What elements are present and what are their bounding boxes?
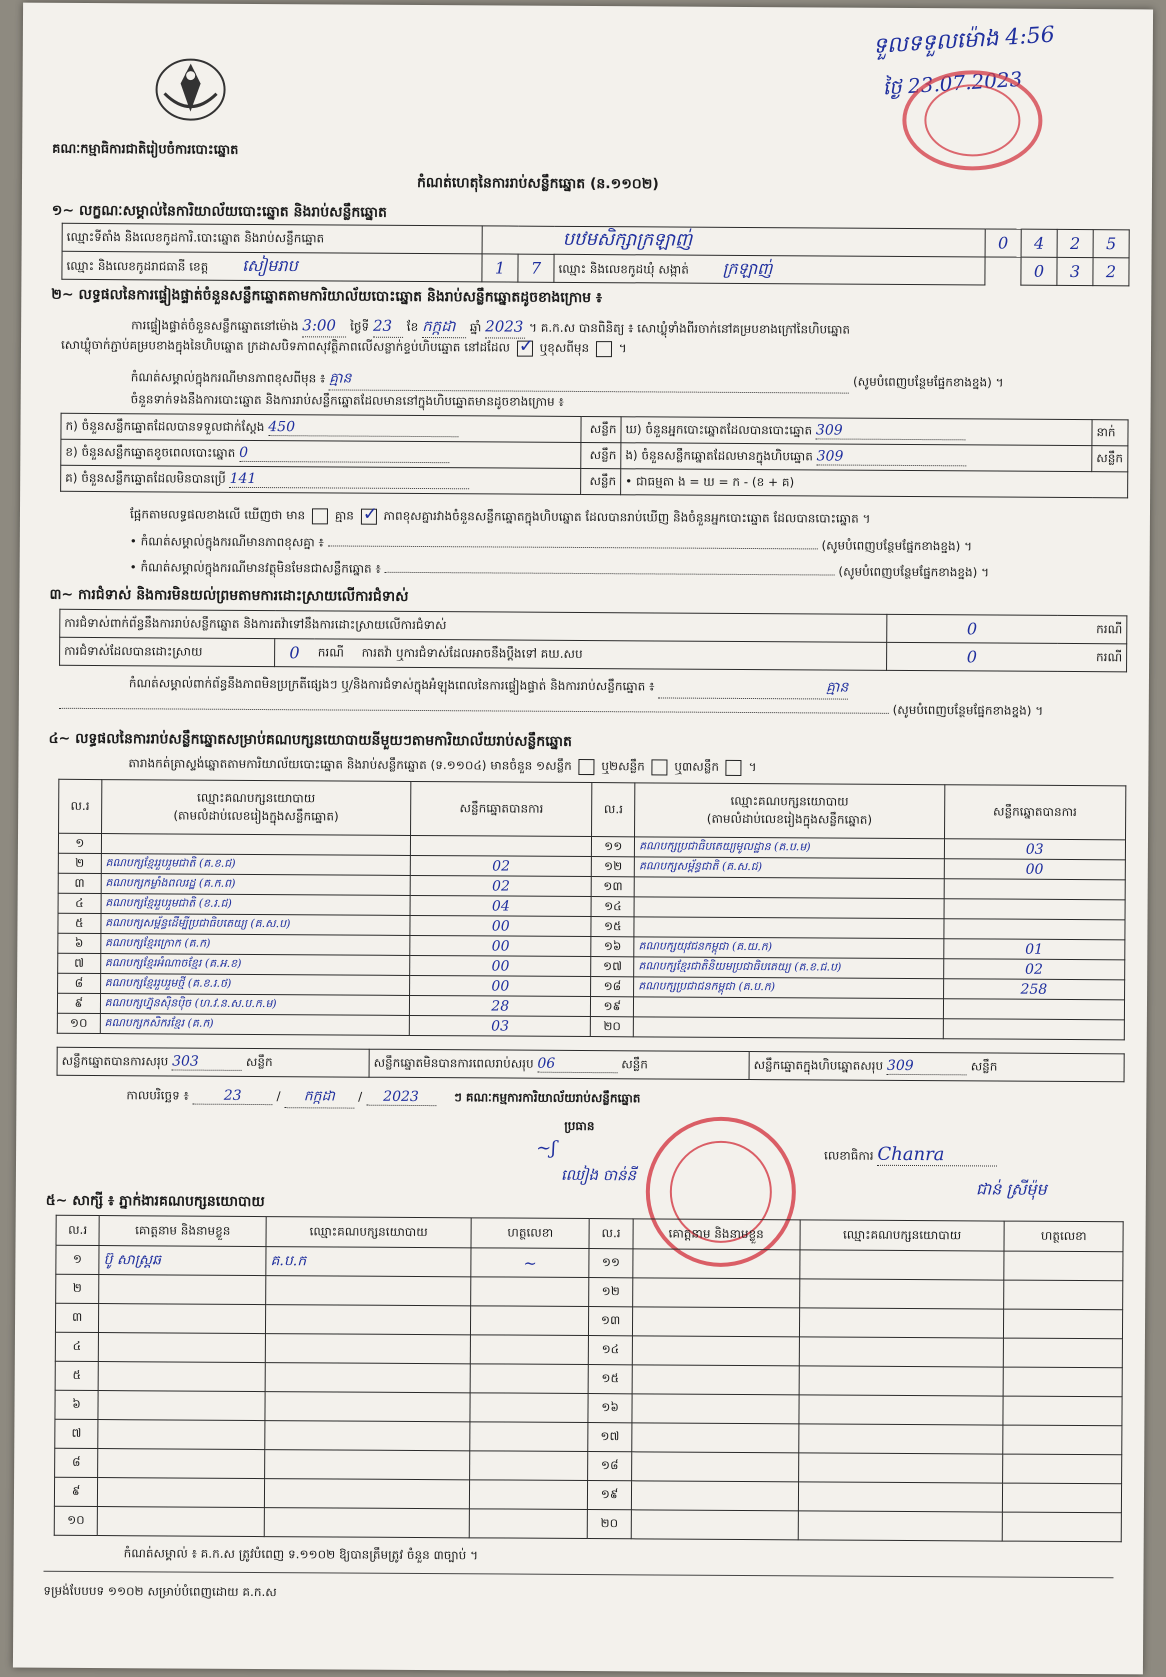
party-name — [634, 877, 944, 899]
witness-signature — [470, 1393, 589, 1423]
row-number: ៤ — [55, 1332, 98, 1361]
appeal-count: 0 — [887, 642, 1057, 671]
witness-signature — [1004, 1338, 1123, 1368]
total-invalid: 06 — [537, 1055, 617, 1072]
witness-signature — [1003, 1483, 1122, 1513]
commune-code-digit: 2 — [1093, 258, 1129, 286]
party-name — [634, 897, 944, 919]
party-name — [634, 997, 944, 1019]
party-name: គណបក្សយុវជនកម្ពុជា (គ.យ.ក) — [634, 937, 944, 959]
row-number: ១២ — [592, 857, 635, 877]
change-note-label: កំណត់សម្គាល់ក្នុងករណីមានភាពខុសពីមុន ៖ — [130, 370, 326, 386]
witness-signature — [1003, 1367, 1122, 1397]
verify-month: កក្កដា — [422, 315, 466, 338]
party-name: គណបក្សកម្លាំងពលរដ្ឋ (គ.ក.ព) — [101, 874, 411, 896]
objection-label: ការជំទាស់ពាក់ព័ន្ធនឹងការរាប់សន្លឹកឆ្នោត និងការតវ៉ាទៅនឹងការដោះស្រាយលើការជំទាស់ — [60, 609, 887, 642]
totals-table: សន្លឹកឆ្នោតបានការសរុប 303 សន្លឹក សន្លឹកឆ្នោតមិនបានការពេលរាប់សរុប 06 សន្លឹក សន្លឹកឆ្នោតក្នុងហិបឆ្នោតសរុប 309 សន្លឹក — [57, 1047, 1125, 1083]
witness-party — [799, 1366, 1004, 1396]
witness-signature — [1003, 1425, 1122, 1455]
row-number: ៩ — [54, 1477, 97, 1506]
witness-party — [266, 1276, 471, 1306]
commune-code-digit: 0 — [1021, 257, 1057, 285]
section3-heading: ៣~ ការជំទាស់ និងការមិនយល់ព្រមតាមការដោះស្រាយលើការជំទាស់ — [49, 586, 409, 605]
witness-signature — [470, 1451, 589, 1481]
ballots-in-box: 309 — [817, 448, 967, 466]
section5-heading: ៥~ សាក្សី ៖ ភ្នាក់ងារគណបក្សនយោបាយ — [45, 1192, 265, 1211]
witness-signature — [1003, 1512, 1122, 1542]
row-number: ១៤ — [591, 897, 634, 917]
row-number: ១៧ — [591, 957, 634, 977]
one-sheet-checkbox[interactable] — [579, 758, 595, 774]
row-number: ១៣ — [592, 877, 635, 897]
witness-name — [632, 1307, 799, 1337]
has-difference-checkbox[interactable] — [312, 508, 328, 524]
party-votes — [943, 919, 1125, 940]
authority-name: គណៈកម្មាធិការជាតិរៀបចំការបោះឆ្នោត — [52, 141, 239, 158]
witness-name — [97, 1507, 264, 1537]
province-code-digit: 7 — [518, 254, 554, 282]
row-number: ១៦ — [591, 937, 634, 957]
change-note-value: គ្មាន — [329, 368, 849, 393]
row-number: ១៦ — [588, 1394, 631, 1423]
witness-name — [98, 1391, 265, 1421]
party-votes: 01 — [943, 939, 1125, 960]
witness-name — [632, 1278, 799, 1308]
witness-signature — [470, 1422, 589, 1452]
secretary-line: លេខាធិការ Chanra — [824, 1143, 997, 1166]
party-name: គណបក្សប្រជាជនកម្ពុជា (គ.ប.ក) — [634, 977, 944, 999]
witness-party — [265, 1334, 470, 1364]
witness-party — [799, 1395, 1004, 1425]
section2-heading: ២~ លទ្ធផលនៃការផ្ទៀងផ្ទាត់ចំនួនសន្លឹកឆ្នោតតាមការិយាល័យបោះឆ្នោត និងរាប់សន្លឹកឆ្នោតដូចខាងក្រោម ៖ — [51, 286, 603, 307]
witness-party — [798, 1511, 1003, 1541]
witness-party — [265, 1421, 470, 1451]
row-number: ១៥ — [589, 1365, 632, 1394]
party-name: គណបក្សសម្ព័ន្ធដើម្បីប្រជាធិបតេយ្យ (គ.ស.ប) — [101, 914, 411, 936]
commune-label: ឈ្មោះ និងលេខកូដឃុំ សង្កាត់ — [558, 261, 689, 277]
bullet-difference: • កំណត់សម្គាល់ក្នុងករណីមានភាពខុសគ្នា ៖ (សូមបំពេញបន្ថែមផ្នែកខាងខ្នង) ។ — [129, 534, 973, 554]
witness-signature — [470, 1335, 589, 1365]
party-name: គណបក្សហ្វ៊ុនស៊ិនប៉ិច (ហ.វ.ន.ស.ប.ក.ម) — [100, 994, 410, 1016]
party-name: គណបក្សខ្មែររួបរួមថ្មី (គ.ខ.រ.ថ) — [100, 974, 410, 996]
objection-count: 0 — [887, 614, 1057, 643]
secretary-name: ជាន់ ស្រីម៉ុម — [975, 1179, 1047, 1199]
witness-name — [99, 1275, 266, 1305]
row-number: ៧ — [55, 1419, 98, 1448]
row-number: ៦ — [55, 1390, 98, 1419]
party-votes: 258 — [943, 979, 1125, 1000]
witness-name — [631, 1423, 798, 1453]
official-stamp-top — [902, 70, 1043, 171]
province-name: សៀមរាប — [242, 255, 298, 275]
party-votes: 28 — [410, 995, 591, 1016]
row-number: ១ — [56, 1245, 99, 1274]
form-label: ទម្រង់បែបបទ ១១០២ សម្រាប់បំពេញដោយ គ.ក.ស — [43, 1583, 277, 1600]
two-sheet-checkbox[interactable] — [652, 759, 668, 775]
party-votes — [943, 999, 1125, 1020]
section1-heading: ១~ លក្ខណៈសម្គាល់នៃការិយាល័យបោះឆ្នោត និងរាប់សន្លឹកឆ្នោត — [51, 202, 387, 221]
witness-party — [265, 1363, 470, 1393]
witness-party — [799, 1308, 1004, 1338]
section4-heading: ៤~ លទ្ធផលនៃការរាប់សន្លឹកឆ្នោតសម្រាប់គណបក្សនយោបាយនីមួយៗតាមការិយាល័យរាប់សន្លឹកឆ្នោត — [48, 730, 572, 750]
row-number: ២ — [58, 853, 101, 873]
witness-party — [266, 1305, 471, 1335]
witness-table: ល.រ គោត្តនាម និងនាមខ្លួន ឈ្មោះគណបក្សនយោបាយ ហត្ថលេខា ល.រ គោត្តនាម និងនាមខ្លួន ឈ្មោះគណបក្សនយោបាយ ហត្ថលេខា ១ ប៊ូ សាស្រ្តឆ គ.ប.ក ~ ១១ ២ ១២ ៣ ១៣ ៤ ១៤ ៥ ១៥ ៦ ១៦ ៧ ១៧ ៨ ១៨ ៩ ១៩ ១០ ២០ — [54, 1215, 1124, 1543]
party-name: គណបក្សខ្មែររួបរួមជាតិ (ខ.រ.ជ) — [101, 894, 411, 916]
party-name: គណបក្សខ្មែររួបរួមជាតិ (គ.ខ.ជ) — [101, 854, 411, 876]
row-number: ២០ — [591, 1017, 634, 1037]
party-votes — [943, 1019, 1125, 1040]
witness-party — [799, 1279, 1004, 1309]
witness-signature — [1004, 1309, 1123, 1339]
row-number: ៦ — [58, 933, 101, 953]
party-name: គណបក្សខ្មែរក្រោក (គ.ក) — [100, 934, 410, 956]
row-number: ៣ — [55, 1303, 98, 1332]
compare-intro: ចំនួនទាក់ទងនឹងការបោះឆ្នោត និងការរាប់សន្លឹកឆ្នោតដែលមាននៅក្នុងហិបឆ្នោតមានដូចខាងក្រោម ៖ — [130, 392, 564, 409]
party-votes: 02 — [410, 855, 591, 876]
party-votes: 03 — [944, 839, 1126, 860]
province-label: ឈ្មោះ និងលេខកូដរាជធានី ខេត្ត — [66, 258, 209, 274]
witness-name — [99, 1304, 266, 1334]
tally-sheet-line: តារាងកត់ត្រាស្ទង់ឆ្នោតតាមការិយាល័យបោះឆ្នោត និងរាប់សន្លឹកឆ្នោត (ទ.១១០៤) មានចំនួន ១សន្លឹក ឬ២សន្លឹក ឬ៣សន្លឹក ។ — [128, 756, 757, 775]
row-number: ៨ — [58, 973, 101, 993]
witness-signature — [1003, 1396, 1122, 1426]
office-name: បឋមសិក្សាក្រឡាញ់ — [482, 226, 985, 257]
total-valid: 303 — [172, 1053, 242, 1070]
witness-signature — [1003, 1454, 1122, 1484]
counts-row-1: ក) ចំនួនសន្លឹកឆ្នោតដែលបានទទួលជាក់ស្តែង 450 សន្លឹក ឃ) ចំនួនអ្នកបោះឆ្នោតដែលបានបោះឆ្នោត 309 នាក់ — [61, 413, 1128, 446]
secretary-signature: Chanra — [877, 1144, 997, 1167]
received-date: ថ្ងៃ 23.07.2023 — [881, 66, 1024, 100]
witness-party — [798, 1424, 1003, 1454]
section2-intro: ការផ្ទៀងផ្ទាត់ចំនួនសន្លឹកឆ្នោតនៅម៉ោង 3:00 ថ្ងៃទី 23 ខែ កក្កដា ឆ្នាំ 2023 ។ គ.ក.ស បានពិនិត្យ ៖ សោឃ្លុំទាំងពីរចាក់នៅគម្របខាងក្រៅនៃហិបឆ្នោត — [131, 313, 1131, 342]
row-number: ១៩ — [588, 1481, 631, 1510]
signing-date: កាលបរិច្ឆេទ ៖ 23 / កក្កដា / 2023 ៗ គណៈកម្មការការិយាល័យរាប់សន្លឹកឆ្នោត — [126, 1085, 640, 1110]
row-number: ៧ — [58, 953, 101, 973]
party-votes: 04 — [410, 895, 591, 916]
total-box: 309 — [887, 1057, 967, 1074]
party-votes: 03 — [409, 1015, 590, 1036]
section2-intro-line2: សោឃ្លុំចាក់ភ្ជាប់គម្របខាងក្នុងនៃហិបឆ្នោត ក្រដាសបិទភាពសុវត្ថិភាពលើសន្លាក់ខ្ទប់ហិបឆ្នោត នៅដដែល ✓ ឬខុសពីមុន ។ — [60, 335, 627, 357]
witness-party — [265, 1479, 470, 1509]
witness-name — [98, 1362, 265, 1392]
difference-line: ផ្អែកតាមលទ្ធផលខាងលើ ឃើញថា មាន គ្មាន ✓ ភាពខុសគ្នារវាងចំនួនសន្លឹកឆ្នោតក្នុងហិបឆ្នោត ដែលបានរាប់ឃើញ និងចំនួនអ្នកបោះឆ្នោត ដែលបានបោះឆ្នោត ។ — [129, 503, 871, 526]
witness-party — [798, 1453, 1003, 1483]
document-title: កំណត់ហេតុនៃការរាប់សន្លឹកឆ្នោត (ន.១១០២) — [416, 174, 659, 193]
row-number: ១៨ — [591, 977, 634, 997]
party-name — [633, 1017, 943, 1039]
document-sheet: គណៈកម្មាធិការជាតិរៀបចំការបោះឆ្នោត ទួលទទួលម៉ោង 4:56 ថ្ងៃ 23.07.2023 កំណត់ហេតុនៃការរាប់សន្លឹកឆ្នោត (ន.១១០២) ១~ លក្ខណៈសម្គាល់នៃការិយាល័យបោះឆ្នោត និងរាប់សន្លឹកឆ្នោត ឈ្មោះទីតាំង និងលេខកូដការិ.បោះឆ្នោត និងរាប់សន្លឹកឆ្នោត បឋមសិក្សាក្រឡាញ់ 0 4 2 5 ឈ្មោះ និងលេខកូដរាជធានី ខេត្ត សៀមរាប 1 7 ឈ្មោះ និងលេខកូដឃុំ សង្កាត់ ក្រឡាញ់ 0 3 2 ២~ លទ្ធផលនៃការផ្ទៀងផ្ទាត់ចំនួនសន្លឹកឆ្នោតតាមការិយាល័យបោះឆ្នោត និងរាប់សន្លឹកឆ្នោតដូចខាងក្រោម ៖ ការផ្ទៀងផ្ទាត់ចំនួនសន្លឹកឆ្នោតនៅម៉ោង 3:00 ថ្ងៃទី 23 ខែ កក្កដា ឆ្នាំ 2023 ។ គ.ក.ស បានពិនិត្យ ៖ សោឃ្លុំទាំងពីរចាក់នៅគម្របខាងក្រៅនៃហិបឆ្នោត សោឃ្លុំចាក់ភ្ជាប់គម្របខាងក្នុងនៃហិបឆ្នោត ក្រដាសបិទភាពសុវត្ថិភាពលើសន្លាក់ខ្ទប់ហិបឆ្នោត នៅដដែល ✓ ឬខុសពីមុន ។ កំណត់សម្គាល់ក្នុងករណីមានភាពខុសពីមុន ៖ គ្មាន (សូមបំពេញបន្ថែមផ្នែកខាងខ្នង) ។ ចំនួនទាក់ទងនឹងការបោះឆ្នោត និងការរាប់សន្លឹកឆ្នោតដែលមាននៅក្នុងហិបឆ្នោតមានដូចខាងក្រោម ៖ ក) ចំនួនសន្លឹកឆ្នោតដែលបានទទួលជាក់ស្តែង 450 សន្លឹក ឃ) ចំនួនអ្នកបោះឆ្នោតដែលបានបោះឆ្នោត 309 នាក់ ខ) ចំនួនសន្លឹកឆ្នោតខូចពេលបោះឆ្នោត 0 សន្លឹក ង) ចំនួនសន្លឹកឆ្នោតដែលមានក្នុងហិបឆ្នោត 309 សន្លឹក គ) ចំនួនសន្លឹកឆ្នោតដែលមិនបានប្រើ 141 សន្លឹក • ជាធម្មតា ង = ឃ = ក - (ខ + គ) ផ្អែកតាមលទ្ធផលខាងលើ ឃើញថា មាន គ្មាន ✓ ភាពខុសគ្នារវាងចំនួនសន្លឹកឆ្នោតក្នុងហិបឆ្នោត ដែលបានរាប់ឃើញ និងចំនួនអ្នកបោះឆ្នោត ដែលបានបោះឆ្នោត ។ • កំណត់សម្គាល់ក្នុងករណីមានភាពខុសគ្នា ៖ (សូមបំពេញបន្ថែមផ្នែកខាងខ្នង) ។ • កំណត់សម្គាល់ក្នុងករណីមានវត្ថុមិនមែនជាសន្លឹកឆ្នោត ៖ (សូមបំពេញបន្ថែមផ្នែកខាងខ្នង) ។ ៣~ ការជំទាស់ និងការមិនយល់ព្រមតាមការដោះស្រាយលើការជំទាស់ ការជំទាស់ពាក់ព័ន្ធនឹងការរាប់សន្លឹកឆ្នោត និងការតវ៉ាទៅនឹងការដោះស្រាយលើការជំទាស់ 0 ករណី ការជំទាស់ដែលបានដោះស្រាយ 0 ករណី ការតវ៉ា ឬការជំទាស់ដែលអាចនឹងប្ដឹងទៅ គឃ.សប 0 ករណី កំណត់សម្គាល់ពាក់ព័ន្ធនឹងភាពមិនប្រក្រតីផ្សេងៗ ឬ/និងការជំទាស់ក្នុងអំឡុងពេលនៃការផ្ទៀងផ្ទាត់ និងការរាប់សន្លឹកឆ្នោត ៖ គ្មាន (សូមបំពេញបន្ថែមផ្នែកខាងខ្នង) ។ ៤~ លទ្ធផលនៃការរាប់សន្លឹកឆ្នោតសម្រាប់គណបក្សនយោបាយនីមួយៗតាមការិយាល័យរាប់សន្លឹកឆ្នោត តារាងកត់ត្រាស្ទង់ឆ្នោតតាមការិយាល័យបោះឆ្នោត និងរាប់សន្លឹកឆ្នោត (ទ.១១០៤) មានចំនួន ១សន្លឹក ឬ២សន្លឹក ឬ៣សន្លឹក ។ ល.រ ឈ្មោះគណបក្សនយោបាយ (តាមលំដាប់លេខរៀងក្នុងសន្លឹកឆ្នោត) សន្លឹកឆ្នោតបានការ ល.រ ឈ្មោះគណបក្សនយោបាយ (តាមលំដាប់លេខរៀងក្នុងសន្លឹកឆ្នោត) សន្លឹកឆ្នោតបានការ ១ ១១ គណបក្សប្រជាធិបតេយ្យមូលដ្ឋាន (គ.ប.ម) 03 ២ គណបក្សខ្មែររួបរួមជាតិ (គ.ខ.ជ) 02 ១២ គណបក្សសម្ព័ន្ធជាតិ (គ.ស.ជ) 00 ៣ គណបក្សកម្លាំងពលរដ្ឋ (គ.ក.ព) 02 ១៣ ៤ គណបក្សខ្មែររួបរួមជាតិ (ខ.រ.ជ) 04 ១៤ ៥ គណបក្សសម្ព័ន្ធដើម្បីប្រជាធិបតេយ្យ (គ.ស.ប) 00 ១៥ ៦ គណបក្សខ្មែរក្រោក (គ.ក) 00 ១៦ គណបក្សយុវជនកម្ពុជា (គ.យ.ក) 01 ៧ គណបក្សខ្មែរអំណាចខ្មែរ (គ.អ.ខ) 00 ១៧ គណបក្សខ្មែរជាតិនិយមប្រជាធិបតេយ្យ (គ.ខ.ជ.ប) 02 ៨ គណបក្សខ្មែររួបរួមថ្មី (គ.ខ.រ.ថ) 00 ១៨ គណបក្សប្រជាជនកម្ពុជា (គ.ប.ក) 258 ៩ គណបក្សហ្វ៊ុនស៊ិនប៉ិច (ហ.វ.ន.ស.ប.ក.ម) 28 ១៩ ១០ គណបក្សកសិករខ្មែរ (គ.ក) 03 ២០ សន្លឹកឆ្នោតបានការសរុប 303 សន្លឹក សន្លឹកឆ្នោតមិនបានការពេលរាប់សរុប 06 សន្លឹក សន្លឹកឆ្នោតក្នុងហិបឆ្នោតសរុប 309 សន្លឹក កាលបរិច្ឆេទ ៖ 23 / កក្កដា / 2023 ៗ គណៈកម្មការការិយាល័យរាប់សន្លឹកឆ្នោត ប្រធាន ~ʃ ឈៀង ចាន់នី លេខាធិការ Chanra ជាន់ ស្រីម៉ុម ៥~ សាក្សី ៖ ភ្នាក់ងារគណបក្សនយោបាយ ល.រ គោត្តនាម និងនាមខ្លួន ឈ្មោះគណបក្សនយោបាយ ហត្ថលេខា ល.រ គោត្តនាម និងនាមខ្លួន ឈ្មោះគណបក្សនយោបាយ ហត្ថលេខា ១ ប៊ូ សាស្រ្តឆ គ.ប.ក ~ ១១ ២ ១២ ៣ ១៣ ៤ ១៤ ៥ ១៥ ៦ ១៦ ៧ ១៧ ៨ ១៨ ៩ ១៩ ១០ ២០ កំណត់សម្គាល់ ៖ គ.ក.ស ត្រូវបំពេញ ទ.១១០២ ឱ្យបានត្រឹមត្រូវ ចំនួន ៣ច្បាប់ ។ ទម្រង់បែបបទ ១១០២ សម្រាប់បំពេញដោយ គ.ក.ស — [13, 3, 1153, 1675]
row-number: ៤ — [58, 893, 101, 913]
province-code-digit: 1 — [482, 254, 518, 282]
resolved-count: 0 — [275, 639, 314, 667]
witness-signature — [1004, 1251, 1123, 1281]
objections-table: ការជំទាស់ពាក់ព័ន្ធនឹងការរាប់សន្លឹកឆ្នោត និងការតវ៉ាទៅនឹងការដោះស្រាយលើការជំទាស់ 0 ករណី ការជំទាស់ដែលបានដោះស្រាយ 0 ករណី ការតវ៉ា ឬការជំទាស់ដែលអាចនឹងប្ដឹងទៅ គឃ.សប 0 ករណី — [59, 609, 1127, 673]
changed-checkbox[interactable] — [596, 341, 612, 357]
committee-title: ៗ គណៈកម្មការការិយាល័យរាប់សន្លឹកឆ្នោត — [453, 1090, 641, 1106]
received-note: ទួលទទួលម៉ោង 4:56 — [872, 22, 1056, 60]
witness-name — [632, 1249, 799, 1279]
party-votes — [944, 899, 1126, 920]
party-votes: 00 — [410, 935, 591, 956]
verify-year: 2023 — [485, 315, 525, 338]
section1-table — [61, 223, 1129, 287]
witness-signature — [469, 1480, 588, 1510]
row-number: ១០ — [57, 1013, 100, 1033]
witness-name — [98, 1449, 265, 1479]
party-name: គណបក្សប្រជាធិបតេយ្យមូលដ្ឋាន (គ.ប.ម) — [635, 837, 945, 859]
results-table: ល.រ ឈ្មោះគណបក្សនយោបាយ (តាមលំដាប់លេខរៀងក្នុងសន្លឹកឆ្នោត) សន្លឹកឆ្នោតបានការ ល.រ ឈ្មោះគណបក្សនយោបាយ (តាមលំដាប់លេខរៀងក្នុងសន្លឹកឆ្នោត) សន្លឹកឆ្នោតបានការ ១ ១១ គណបក្សប្រជាធិបតេយ្យមូលដ្ឋាន (គ.ប.ម) 03 ២ គណបក្សខ្មែររួបរួមជាតិ (គ.ខ.ជ) 02 ១២ គណបក្សសម្ព័ន្ធជាតិ (គ.ស.ជ) 00 ៣ គណបក្សកម្លាំងពលរដ្ឋ (គ.ក.ព) 02 ១៣ ៤ គណបក្សខ្មែររួបរួមជាតិ (ខ.រ.ជ) 04 ១៤ ៥ គណបក្សសម្ព័ន្ធដើម្បីប្រជាធិបតេយ្យ (គ.ស.ប) 00 ១៥ ៦ គណបក្សខ្មែរក្រោក (គ.ក) 00 ១៦ គណបក្សយុវជនកម្ពុជា (គ.យ.ក) 01 ៧ គណបក្សខ្មែរអំណាចខ្មែរ (គ.អ.ខ) 00 ១៧ គណបក្សខ្មែរជាតិនិយមប្រជាធិបតេយ្យ (គ.ខ.ជ.ប) 02 ៨ គណបក្សខ្មែររួបរួមថ្មី (គ.ខ.រ.ថ) 00 ១៨ គណបក្សប្រជាជនកម្ពុជា (គ.ប.ក) 258 ៩ គណបក្សហ្វ៊ុនស៊ិនប៉ិច (ហ.វ.ន.ស.ប.ក.ម) 28 ១៩ ១០ គណបក្សកសិករខ្មែរ (គ.ក) 03 ២០ — [57, 779, 1127, 1041]
unused-ballots: 141 — [230, 470, 470, 488]
office-code-digit: 4 — [1021, 229, 1057, 257]
witness-party — [799, 1250, 1004, 1280]
party-name: គណបក្សខ្មែរជាតិនិយមប្រជាធិបតេយ្យ (គ.ខ.ជ.ប) — [634, 957, 944, 979]
footer-note: កំណត់សម្គាល់ ៖ គ.ក.ស ត្រូវបំពេញ ទ.១១០២ ឱ្យបានត្រឹមត្រូវ ចំនួន ៣ច្បាប់ ។ — [123, 1546, 479, 1563]
party-votes: 00 — [410, 975, 591, 996]
witness-party — [798, 1482, 1003, 1512]
witness-name — [98, 1478, 265, 1508]
party-name: គណបក្សខ្មែរអំណាចខ្មែរ (គ.អ.ខ) — [100, 954, 410, 976]
counts-row-3: គ) ចំនួនសន្លឹកឆ្នោតដែលមិនបានប្រើ 141 សន្លឹក • ជាធម្មតា ង = ឃ = ក - (ខ + គ) — [61, 465, 1128, 498]
row-number: ១៥ — [591, 917, 634, 937]
office-label: ឈ្មោះទីតាំង និងលេខកូដការិ.បោះឆ្នោត និងរាប់សន្លឹកឆ្នោត — [62, 223, 482, 254]
row-number: ១៤ — [589, 1336, 632, 1365]
bullet-foreign-object: • កំណត់សម្គាល់ក្នុងករណីមានវត្ថុមិនមែនជាសន្លឹកឆ្នោត ៖ (សូមបំពេញបន្ថែមផ្នែកខាងខ្នង) ។ — [129, 560, 990, 580]
row-number: ១៩ — [591, 997, 634, 1017]
resolved-label: ការជំទាស់ដែលបានដោះស្រាយ — [60, 637, 275, 666]
row-number: ១១ — [592, 837, 635, 857]
voters-voted: 309 — [816, 422, 966, 440]
witness-row — [54, 1506, 1121, 1542]
formula: • ជាធម្មតា ង = ឃ = ក - (ខ + គ) — [621, 469, 1128, 498]
chair-signature: ~ʃ — [536, 1137, 557, 1159]
witness-signature — [1004, 1280, 1123, 1310]
party-votes: 02 — [943, 959, 1125, 980]
party-votes: 00 — [410, 955, 591, 976]
party-name — [634, 917, 944, 939]
irregularity-note: កំណត់សម្គាល់ពាក់ព័ន្ធនឹងភាពមិនប្រក្រតីផ្សេងៗ ឬ/និងការជំទាស់ក្នុងអំឡុងពេលនៃការផ្ទៀងផ្ទាត់ និងការរាប់សន្លឹកឆ្នោត ៖ គ្មាន — [129, 673, 1129, 701]
row-number: ១៨ — [588, 1452, 631, 1481]
witness-name — [632, 1365, 799, 1395]
witness-party — [264, 1508, 469, 1538]
office-code-digit: 2 — [1057, 229, 1093, 257]
witness-name — [631, 1481, 798, 1511]
witness-signature — [470, 1306, 589, 1336]
row-number: ៨ — [55, 1448, 98, 1477]
party-votes: 02 — [410, 875, 591, 896]
witness-name — [98, 1333, 265, 1363]
witness-party — [265, 1392, 470, 1422]
appeal-label: ការតវ៉ា ឬការជំទាស់ដែលអាចនឹងប្ដឹងទៅ គឃ.សប — [361, 645, 583, 661]
row-number: ១១ — [589, 1249, 632, 1278]
row-number: ២ — [56, 1274, 99, 1303]
verify-time: 3:00 — [302, 314, 346, 337]
nec-emblem-icon — [150, 53, 230, 125]
witness-signature — [470, 1364, 589, 1394]
spoiled-ballots: 0 — [239, 444, 449, 462]
row-number: ៣ — [58, 873, 101, 893]
office-code-digit: 5 — [1093, 230, 1129, 258]
row-number: ១៣ — [589, 1307, 632, 1336]
party-votes: 00 — [944, 859, 1126, 880]
footer-divider — [44, 1571, 1114, 1579]
party-name — [101, 834, 411, 856]
witness-name — [632, 1336, 799, 1366]
witness-signature — [469, 1509, 588, 1539]
witness-name — [632, 1394, 799, 1424]
witness-signature — [471, 1277, 590, 1307]
verify-day: 23 — [373, 315, 403, 338]
no-difference-checkbox[interactable]: ✓ — [362, 503, 378, 525]
row-number: ២០ — [588, 1510, 631, 1539]
party-votes — [944, 879, 1126, 900]
witness-name — [631, 1510, 798, 1540]
received-ballots: 450 — [268, 419, 458, 437]
witness-party: គ.ប.ក — [266, 1247, 471, 1277]
witness-name: ប៊ូ សាស្រ្តឆ — [99, 1246, 266, 1276]
chair-name: ឈៀង ចាន់នី — [560, 1165, 637, 1185]
counts-table — [60, 413, 1128, 499]
commune-code-digit: 3 — [1057, 257, 1093, 285]
office-code-digit: 0 — [985, 229, 1021, 257]
row-number: ១២ — [589, 1278, 632, 1307]
party-name: គណបក្សសម្ព័ន្ធជាតិ (គ.ស.ជ) — [634, 857, 944, 879]
witness-name — [98, 1420, 265, 1450]
three-sheet-checkbox[interactable] — [726, 759, 742, 775]
row-number: ១៧ — [588, 1423, 631, 1452]
commune-name: ក្រឡាញ់ — [722, 258, 773, 278]
witness-party — [799, 1337, 1004, 1367]
row-number: ១០ — [54, 1506, 97, 1535]
party-votes — [410, 835, 591, 856]
counts-row-2: ខ) ចំនួនសន្លឹកឆ្នោតខូចពេលបោះឆ្នោត 0 សន្លឹក ង) ចំនួនសន្លឹកឆ្នោតដែលមានក្នុងហិបឆ្នោត 309 សន្លឹក — [61, 439, 1128, 472]
party-name: គណបក្សកសិករខ្មែរ (គ.ក) — [100, 1014, 410, 1036]
same-checkbox[interactable]: ✓ — [518, 335, 534, 357]
witness-party — [265, 1450, 470, 1480]
row-number: ៥ — [58, 913, 101, 933]
chair-label: ប្រធាន — [564, 1118, 595, 1134]
witness-name — [631, 1452, 798, 1482]
change-note-line: កំណត់សម្គាល់ក្នុងករណីមានភាពខុសពីមុន ៖ គ្មាន (សូមបំពេញបន្ថែមផ្នែកខាងខ្នង) ។ — [131, 367, 1131, 395]
row-number: ៥ — [55, 1361, 98, 1390]
witness-signature: ~ — [471, 1248, 590, 1278]
row-number: ១ — [58, 833, 101, 853]
row-number: ៩ — [57, 993, 100, 1013]
party-votes: 00 — [410, 915, 591, 936]
irregularity-value: គ្មាន — [658, 676, 848, 699]
